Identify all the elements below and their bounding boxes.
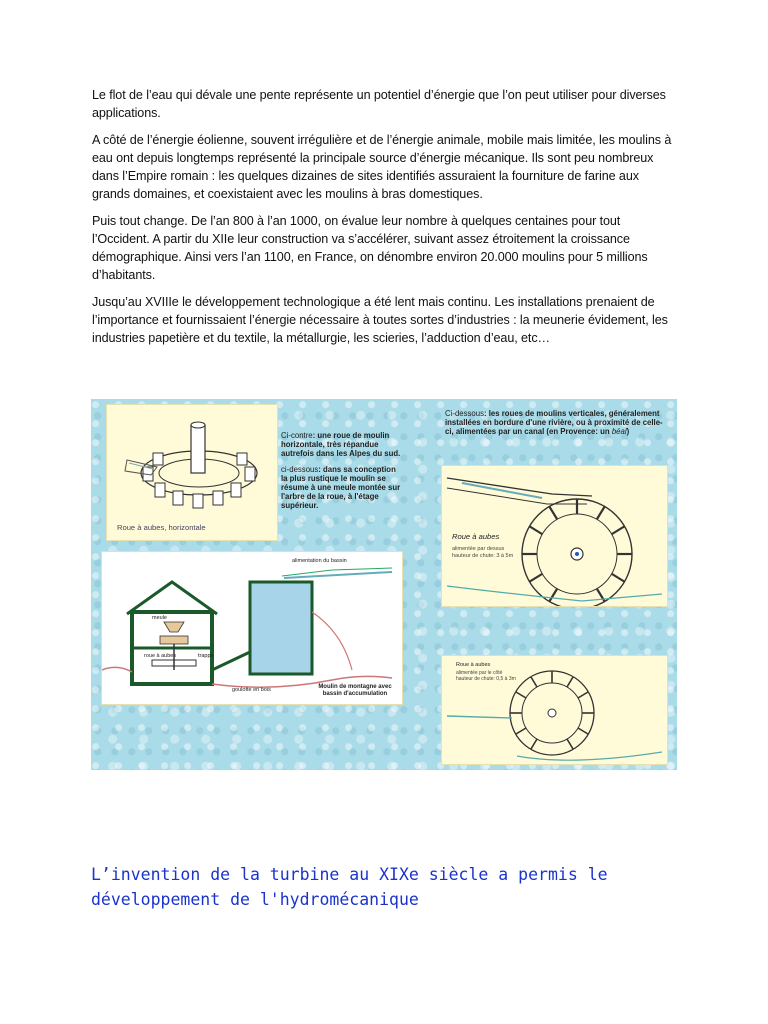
horizontal-wheel-drawing	[107, 405, 277, 540]
breastshot-wheel-label: Roue à aubes	[456, 662, 491, 668]
vertical-caption-lead: Ci-dessous	[445, 409, 484, 418]
horizontal-wheel-caption	[281, 431, 401, 511]
overshot-wheel-panel	[441, 465, 668, 607]
horizontal-wheel-label: Roue à aubes, horizontale	[117, 523, 206, 532]
millstone-label: meule	[152, 615, 167, 621]
caption-lead-2: ci-dessous	[281, 464, 319, 474]
paragraph-3: Puis tout change. De l’an 800 à l’an 1000, on évalue leur nombre à quelques centaines pour tout l’Occident. A partir du XIIe leur construction va s’accélérer, suivant assez étroitement la croissance démographique. Ainsi vers l’an 1100, en France, on dénombre environ 20.000 moulins pour 5 millions d’habitants.	[92, 214, 648, 282]
paragraph-2: A côté de l’énergie éolienne, souvent irrégulière et de l’énergie animale, mobile mais limitée, les moulins à eau ont depuis longtemps représenté la principale source d’énergie mécanique. Ils sont peu nombreux dans l’Empire romain : les quelques dizaines de sites identifiés assuraient la fourniture de farine aux grands domaines, et coexistaient avec les moulins à bras domestiques.	[92, 133, 672, 201]
water-mill-figure	[91, 399, 677, 770]
mountain-mill-drawing	[102, 552, 402, 704]
mountain-mill-title: Moulin de montagne avec bassin d'accumulation	[318, 684, 392, 697]
caption-text-1: : une roue de moulin horizontale, très répandue autrefois dans les Alpes du sud.	[281, 431, 401, 459]
mountain-mill-panel	[101, 551, 403, 705]
body-text	[92, 86, 672, 356]
caption-lead-1: Ci-contre	[281, 431, 313, 440]
section-heading: L’invention de la turbine au XIXe siècle a permis le développement de l'hydromécanique	[91, 865, 608, 909]
caption-text-2: : dans sa conception la plus rustique le moulin se résume à une meule montée sur l'arbre de la roue, à l'étage supérieur.	[281, 464, 401, 511]
wooden-trough-label: goulotte en bois	[232, 687, 271, 693]
paragraph-4: Jusqu’au XVIIIe le développement technologique a été lent mais continu. Les installations prenaient de l’importance et fournissaient l’énergie nécessaire à toutes sortes d’industries : la meunerie évidement, les industries papetière et du textile, la métallurgie, les scieries, l’adduction d’eau, etc…	[92, 295, 668, 345]
vertical-caption-end: )	[626, 427, 630, 437]
basin-supply-label: alimentation du bassin	[292, 558, 347, 564]
breastshot-wheel-panel	[441, 655, 668, 765]
horizontal-wheel-panel	[106, 404, 278, 541]
vertical-caption-text: : les roues de moulins verticales, généralement installées en bordure d'une rivière, ou à proximité de celle-ci, alimentées par un canal (en Provence: un	[445, 409, 663, 437]
sluice-gate-label: trappe	[198, 653, 214, 659]
paragraph-1: Le flot de l’eau qui dévale une pente représente un potentiel d’énergie que l’on peut utiliser pour diverses applications.	[92, 88, 666, 120]
vertical-caption-word: béal	[611, 427, 627, 437]
water-wheel-label: roue à aubes	[144, 653, 177, 659]
overshot-wheel-label: Roue à aubes	[452, 532, 500, 541]
vertical-wheels-caption	[445, 409, 670, 437]
overshot-wheel-sublabel: alimentée par dessus hauteur de chute: 3 à 5m	[452, 546, 514, 559]
breastshot-wheel-sublabel: alimentée par le côté hauteur de chute: 0,5 à 3m	[456, 670, 516, 682]
